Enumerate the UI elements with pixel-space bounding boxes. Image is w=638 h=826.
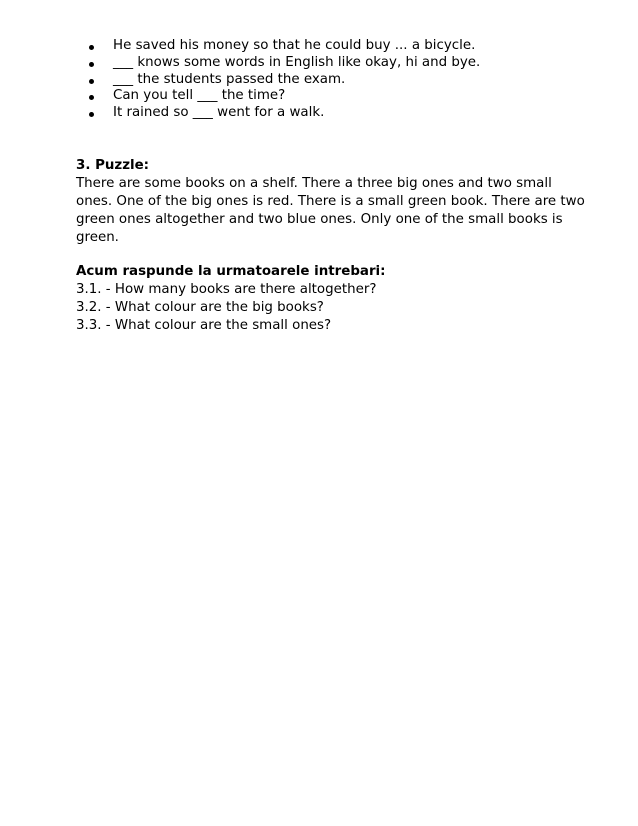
puzzle-text-line: green. [76,230,119,245]
list-item-text: ___ knows some words in English like okay, hi and bye. [113,54,481,70]
question-item: 3.3. - What colour are the small ones? [76,318,332,333]
puzzle-heading: 3. Puzzle: [76,158,150,173]
puzzle-text-line: green ones altogether and two blue ones. Only one of the small books is [76,212,563,227]
list-item-text: He saved his money so that he could buy ... a bicycle. [113,38,476,53]
question-item: 3.2. - What colour are the big books? [76,300,324,315]
questions-heading: Acum raspunde la urmatoarele intrebari: [76,264,386,279]
question-item: 3.1. - How many books are there altogether? [76,282,377,297]
list-item-text: It rained so ___ went for a walk. [113,105,325,121]
bullet-icon [89,112,94,117]
bullet-icon [89,95,94,100]
puzzle-text-line: There are some books on a shelf. There a three big ones and two small [76,176,552,191]
puzzle-section [76,157,606,247]
questions-section [76,263,606,335]
list-item-text: ___ the students passed the exam. [113,71,346,87]
bullet-icon [89,62,94,67]
bullet-icon [89,79,94,84]
list-item-text: Can you tell ___ the time? [113,88,286,104]
bullet-icon [89,45,94,50]
puzzle-text-line: ones. One of the big ones is red. There is a small green book. There are two [76,194,585,209]
